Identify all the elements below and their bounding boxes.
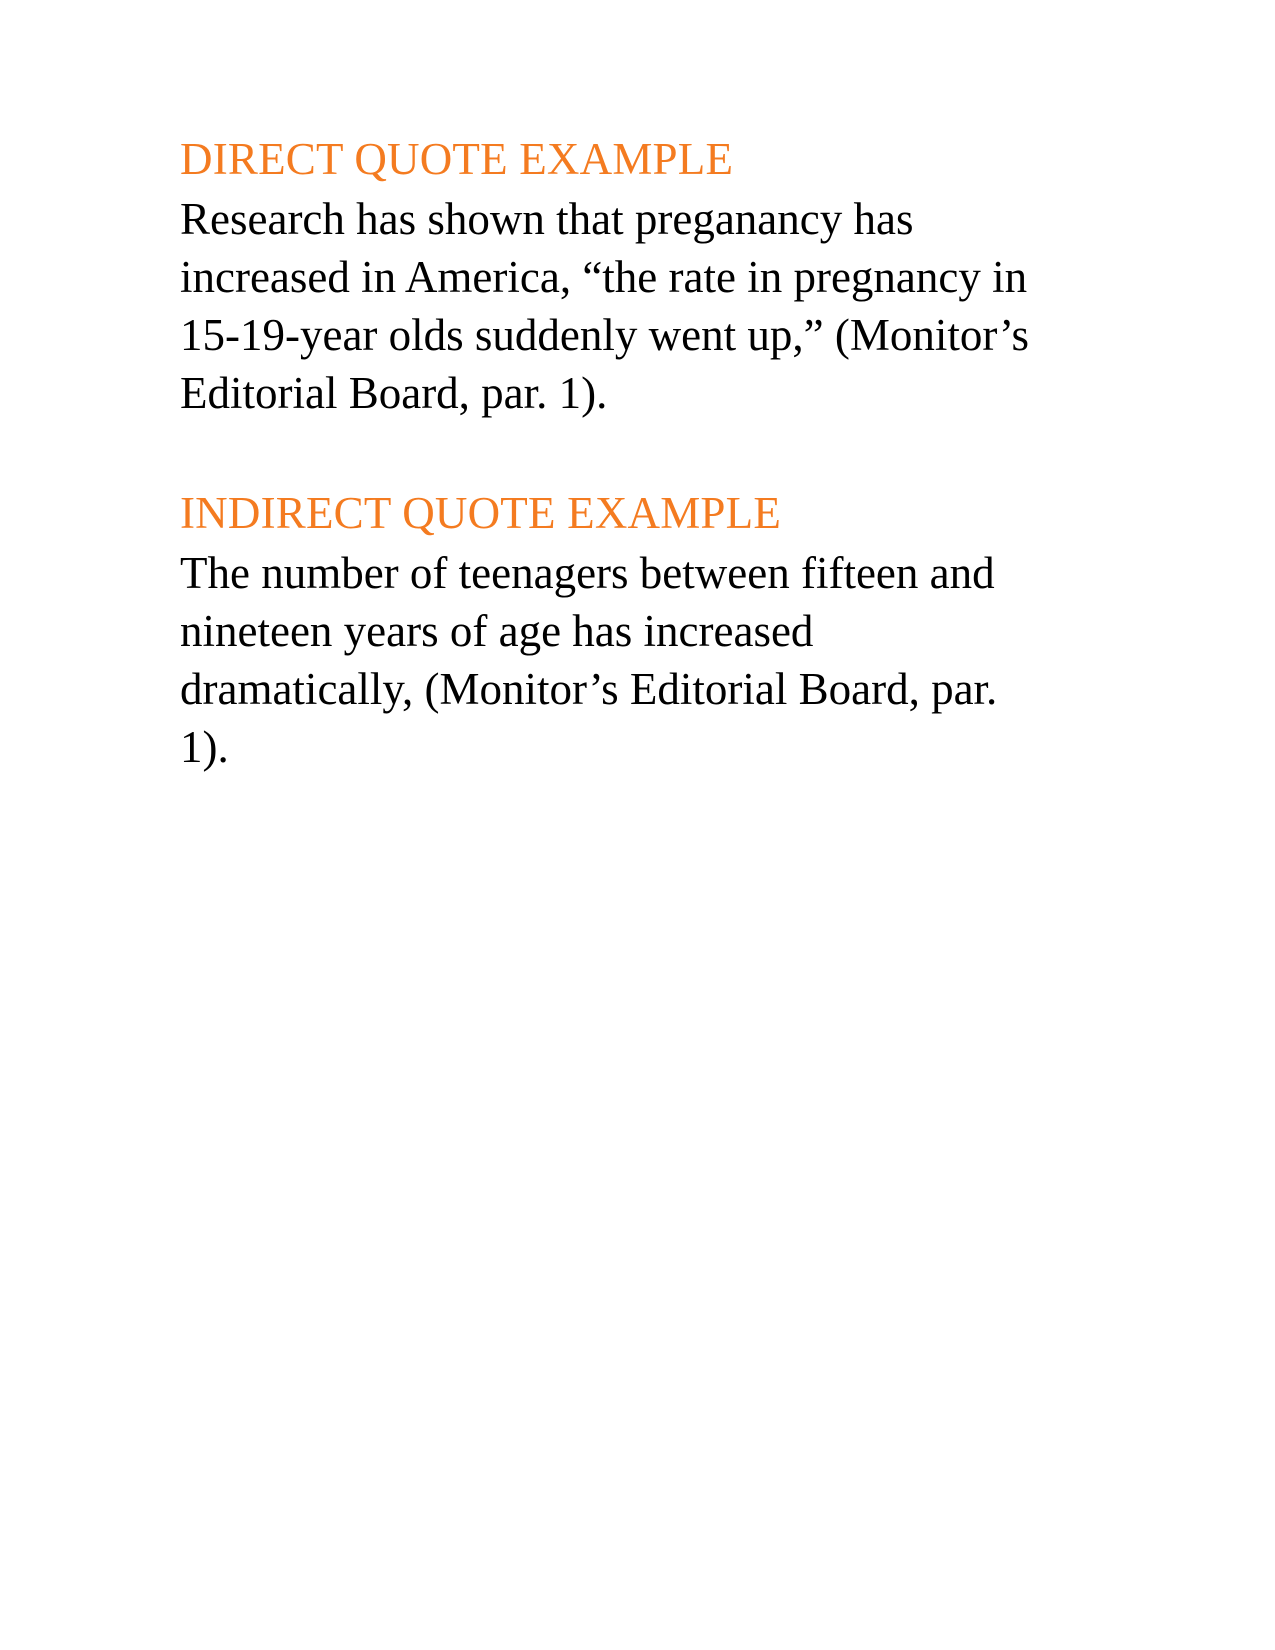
direct-quote-heading: DIRECT QUOTE EXAMPLE bbox=[180, 134, 734, 184]
direct-quote-body: Research has shown that preganancy has increased in America, “the rate in pregnancy in 15-19-year olds suddenly went up,” (Monitor’s Editorial Board, par. 1). bbox=[180, 194, 1030, 418]
section-indirect-quote bbox=[180, 484, 1125, 776]
indirect-quote-body: The number of teenagers between fifteen and nineteen years of age has increased dramatically, (Monitor’s Editorial Board, par. 1). bbox=[180, 548, 998, 772]
indirect-quote-heading: INDIRECT QUOTE EXAMPLE bbox=[180, 488, 782, 538]
section-direct-quote bbox=[180, 130, 1125, 422]
